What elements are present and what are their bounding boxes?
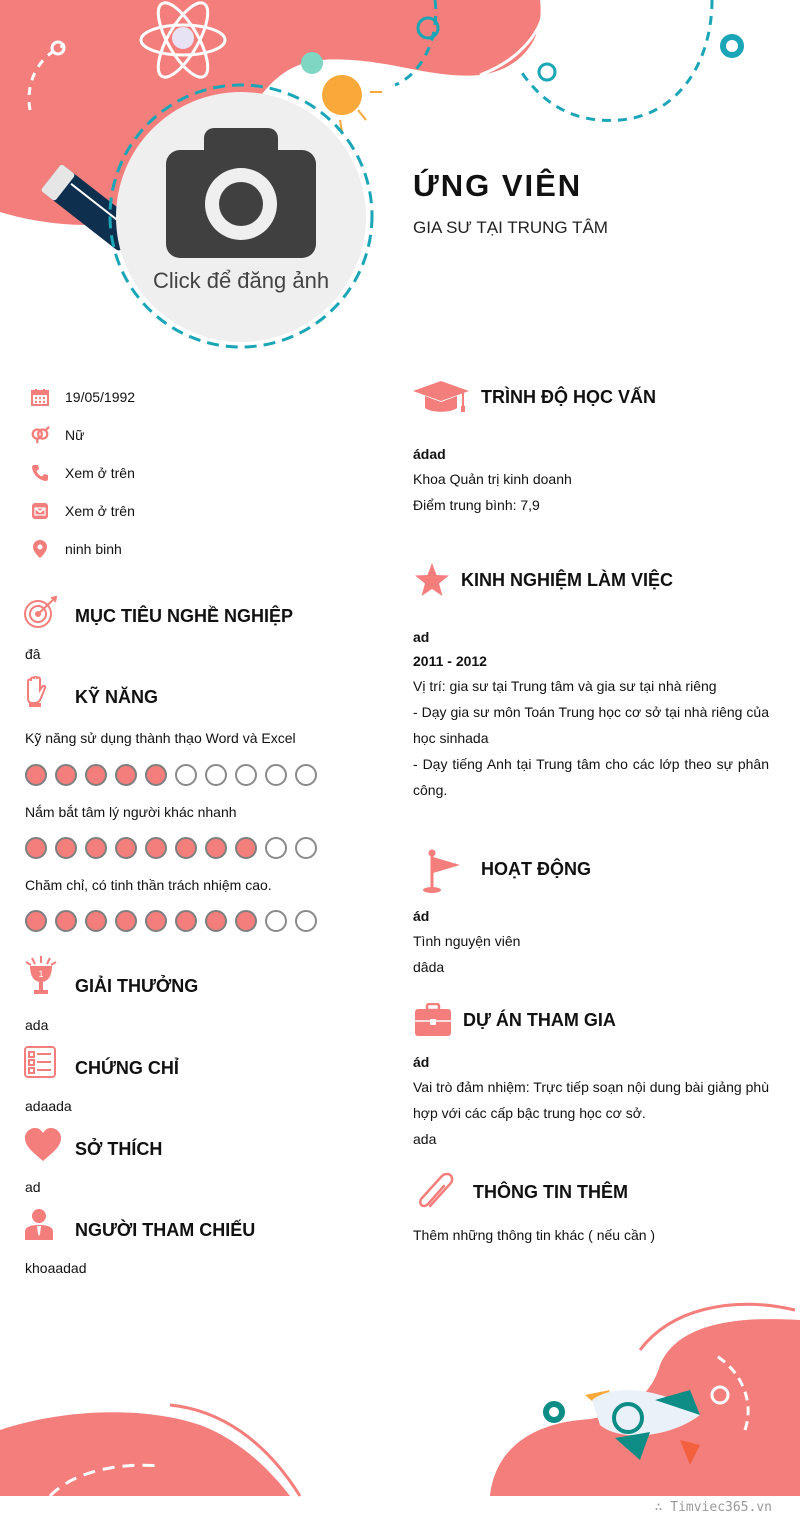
skill-rating [25,764,317,786]
address-row [30,538,122,560]
location-pin-icon [30,539,50,559]
rating-dot-filled [235,910,257,932]
rating-dot-filled [85,910,107,932]
candidate-name: ỨNG VIÊN [413,168,583,203]
activities-title: HOẠT ĐỘNG [481,859,591,879]
rating-dot-filled [145,837,167,859]
experience-period: 2011 - 2012 [413,653,487,669]
job-title: GIA SƯ TẠI TRUNG TÂM [413,218,608,237]
experience-title: KINH NGHIỆM LÀM VIỆC [461,570,674,590]
rating-dot-filled [115,764,137,786]
career-goal-content: đâ [25,646,41,662]
hobbies-title: SỞ THÍCH [75,1139,163,1159]
activities-org: ád [413,908,430,924]
paperclip-icon [416,1172,458,1212]
certificates-title: CHỨNG CHỈ [75,1058,179,1078]
rating-dot-empty [265,764,287,786]
rating-dot-filled [25,764,47,786]
rating-dot-empty [295,910,317,932]
education-major: Khoa Quản trị kinh doanh [413,471,572,487]
rating-dot-filled [175,837,197,859]
rating-dot-filled [205,837,227,859]
awards-content: ada [25,1017,49,1033]
rating-dot-empty [175,764,197,786]
rating-dot-filled [85,764,107,786]
experience-position: Vị trí: gia sư tại Trung tâm và gia sư tại nhà riêng [413,678,717,694]
extra-content: Thêm những thông tin khác ( nếu cần ) [413,1227,656,1243]
trophy-icon [24,956,58,998]
phone-icon [30,463,50,483]
rating-dot-filled [55,764,77,786]
skill-name: Kỹ năng sử dụng thành thạo Word và Excel [25,730,296,746]
activities-desc: dâda [413,959,445,975]
rating-dot-filled [175,910,197,932]
phone-row [30,462,135,484]
experience-company: ad [413,629,430,645]
email-icon [30,501,50,521]
skill-name: Chăm chỉ, có tinh thần trách nhiệm cao. [25,877,272,893]
graduation-cap-icon [413,380,469,414]
rating-dot-filled [145,910,167,932]
rating-dot-filled [115,837,137,859]
hand-icon [24,676,50,708]
star-icon [414,563,450,597]
footer-decoration [0,1290,800,1500]
rating-dot-filled [205,910,227,932]
email-row [30,500,135,522]
rating-dot-filled [55,910,77,932]
activities-role: Tình nguyện viên [413,933,521,949]
certificates-content: adaada [25,1098,72,1114]
rating-dot-filled [25,837,47,859]
skill-rating [25,837,317,859]
experience-duty: - Dạy gia sư môn Toán Trung học cơ sở tại nhà riêng của học sinhada [413,704,769,746]
person-icon [25,1208,53,1240]
camera-icon [116,92,366,342]
references-title: NGƯỜI THAM CHIẾU [75,1220,256,1240]
education-school: ádad [413,446,446,462]
experience-duty: - Dạy tiếng Anh tại Trung tâm cho các lớp theo sự phân công. [413,756,769,798]
skill-rating [25,910,317,932]
hobbies-content: ad [25,1179,41,1195]
gender-text: Nữ [65,427,85,443]
birthday-text: 19/05/1992 [65,389,136,405]
rating-dot-empty [265,837,287,859]
rating-dot-empty [295,764,317,786]
education-title: TRÌNH ĐỘ HỌC VẤN [481,387,656,407]
rating-dot-filled [145,764,167,786]
skills-title: KỸ NĂNG [75,687,159,707]
birthday-row [30,386,135,408]
rating-dot-filled [55,837,77,859]
rating-dot-filled [25,910,47,932]
heart-icon [24,1128,62,1162]
calendar-icon [30,387,50,407]
projects-desc: ada [413,1131,437,1147]
rating-dot-filled [85,837,107,859]
phone-text: Xem ở trên [65,465,135,481]
extra-title: THÔNG TIN THÊM [473,1182,628,1202]
checklist-icon [24,1046,56,1078]
references-content: khoaadad [25,1260,87,1276]
target-icon [24,596,58,630]
gender-icon [30,425,50,445]
address-text: ninh binh [65,541,122,557]
projects-role: Vai trò đảm nhiệm: Trực tiếp soạn nội dung bài giảng phù hợp với các cấp bậc trung học cơ sở. [413,1079,769,1121]
awards-title: GIẢI THƯỞNG [75,976,199,996]
projects-name: ád [413,1054,430,1070]
photo-upload-label: Click để đăng ảnh [152,268,330,293]
rating-dot-empty [205,764,227,786]
education-gpa: Điểm trung bình: 7,9 [413,497,540,513]
rating-dot-empty [265,910,287,932]
skill-name: Nắm bắt tâm lý người khác nhanh [25,804,237,820]
watermark: ∴ Timviec365.vn [654,1500,772,1515]
svg-text:1: 1 [38,969,44,979]
flag-icon [422,849,462,895]
email-text: Xem ở trên [65,503,135,519]
rating-dot-empty [295,837,317,859]
gender-row [30,424,84,446]
projects-title: DỰ ÁN THAM GIA [463,1010,616,1030]
rating-dot-filled [115,910,137,932]
avatar-upload[interactable] [116,92,366,342]
rating-dot-empty [235,764,257,786]
rating-dot-filled [235,837,257,859]
briefcase-icon [414,1003,452,1037]
career-goal-title: MỤC TIÊU NGHỀ NGHIỆP [75,606,294,626]
